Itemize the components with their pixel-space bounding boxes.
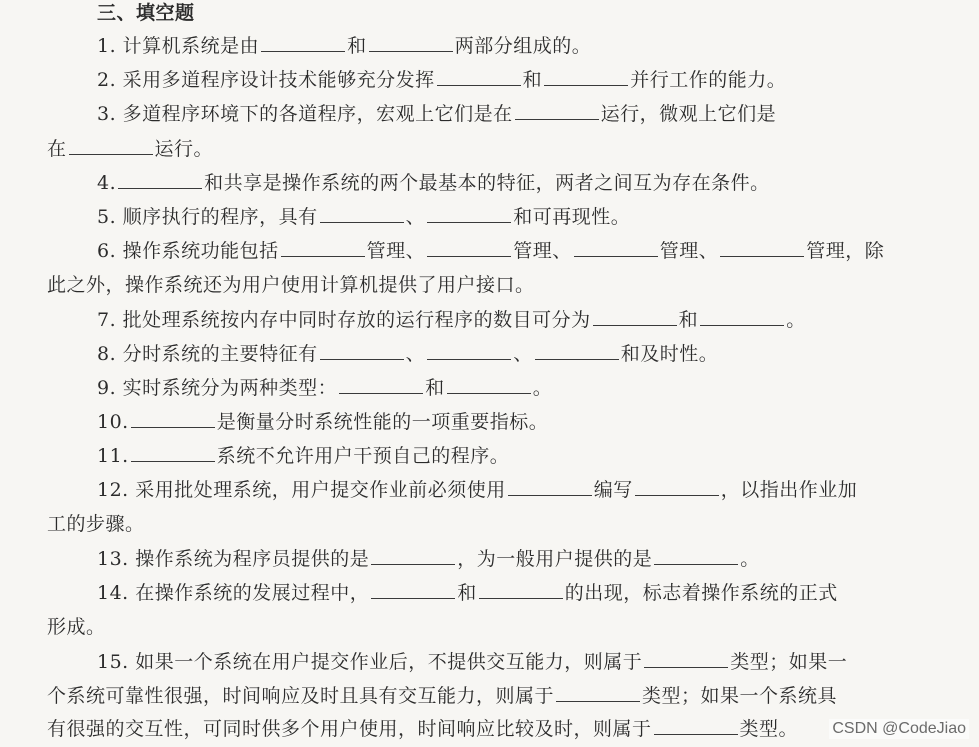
question-3: 3. 多道程序环境下的各道程序，宏观上它们是在 运行，微观上它们是 bbox=[97, 103, 777, 125]
blank bbox=[339, 376, 423, 394]
watermark: CSDN @CodeJiao bbox=[829, 719, 969, 739]
blank bbox=[281, 239, 365, 257]
question-3-cont: 在 运行。 bbox=[47, 138, 214, 160]
blank bbox=[371, 547, 455, 565]
question-6-cont: 此之外，操作系统还为用户使用计算机提供了用户接口。 bbox=[47, 274, 535, 296]
question-2: 2. 采用多道程序设计技术能够充分发挥 和 并行工作的能力。 bbox=[97, 69, 787, 91]
blank bbox=[700, 308, 784, 326]
blank bbox=[654, 717, 738, 735]
blank bbox=[508, 478, 592, 496]
question-9: 9. 实时系统分为两种类型： 和 。 bbox=[97, 377, 553, 399]
question-14-cont: 形成。 bbox=[47, 616, 106, 638]
question-14: 14. 在操作系统的发展过程中， 和 的出现，标志着操作系统的正式 bbox=[97, 582, 838, 604]
blank bbox=[371, 581, 455, 599]
blank bbox=[593, 308, 677, 326]
blank bbox=[131, 444, 215, 462]
question-12-cont: 工的步骤。 bbox=[47, 513, 145, 535]
blank bbox=[535, 342, 619, 360]
question-15-cont-1: 个系统可靠性很强，时间响应及时且具有交互能力，则属于 类型；如果一个系统具 bbox=[47, 685, 838, 707]
question-7: 7. 批处理系统按内存中同时存放的运行程序的数目可分为 和 。 bbox=[97, 309, 806, 331]
section-heading: 三、填空题 bbox=[97, 2, 195, 24]
question-1: 1. 计算机系统是由 和 两部分组成的。 bbox=[97, 35, 592, 57]
question-15: 15. 如果一个系统在用户提交作业后，不提供交互能力，则属于 类型；如果一 bbox=[97, 651, 848, 673]
blank bbox=[427, 205, 511, 223]
blank bbox=[720, 239, 804, 257]
question-6: 6. 操作系统功能包括 管理、 管理、 管理、 管理，除 bbox=[97, 240, 885, 262]
blank bbox=[320, 205, 404, 223]
question-4: 4. 和共享是操作系统的两个最基本的特征，两者之间互为存在条件。 bbox=[97, 172, 770, 194]
question-10: 10. 是衡量分时系统性能的一项重要指标。 bbox=[97, 411, 549, 433]
blank bbox=[118, 171, 202, 189]
question-12: 12. 采用批处理系统，用户提交作业前必须使用 编写 ，以指出作业加 bbox=[97, 479, 858, 501]
blank bbox=[437, 68, 521, 86]
blank bbox=[427, 342, 511, 360]
blank bbox=[654, 547, 738, 565]
blank bbox=[131, 410, 215, 428]
question-8: 8. 分时系统的主要特征有 、 、 和及时性。 bbox=[97, 343, 719, 365]
blank bbox=[369, 34, 453, 52]
blank bbox=[479, 581, 563, 599]
blank bbox=[261, 34, 345, 52]
blank bbox=[635, 478, 719, 496]
blank bbox=[515, 102, 599, 120]
blank bbox=[427, 239, 511, 257]
blank bbox=[447, 376, 531, 394]
blank bbox=[556, 684, 640, 702]
question-15-cont-2: 有很强的交互性，可同时供多个用户使用，时间响应比较及时，则属于 类型。 bbox=[47, 718, 799, 740]
blank bbox=[574, 239, 658, 257]
blank bbox=[320, 342, 404, 360]
question-5: 5. 顺序执行的程序，具有 、 和可再现性。 bbox=[97, 206, 631, 228]
blank bbox=[69, 137, 153, 155]
question-11: 11. 系统不允许用户干预自己的程序。 bbox=[97, 445, 510, 467]
blank bbox=[544, 68, 628, 86]
blank bbox=[644, 650, 728, 668]
question-13: 13. 操作系统为程序员提供的是 ，为一般用户提供的是 。 bbox=[97, 548, 760, 570]
